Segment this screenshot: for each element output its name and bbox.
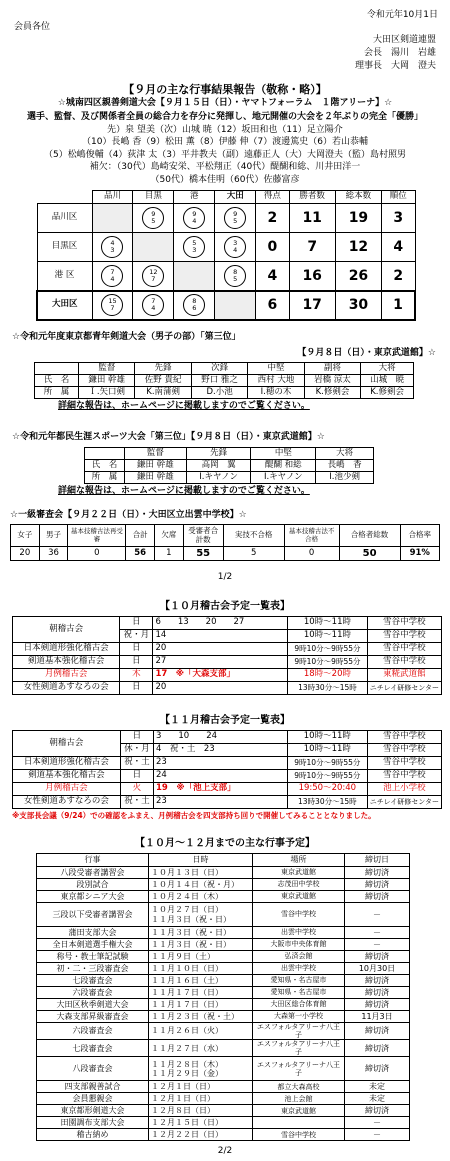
match-score: 12 7: [142, 265, 164, 287]
nov-table: [12, 730, 442, 809]
event-place: 出雲中学校: [253, 963, 345, 975]
event-date: １０月１３日（日）: [149, 867, 253, 879]
total: 12: [335, 233, 381, 262]
event-name: 三段以下受審者講習会: [37, 903, 149, 927]
event-deadline: 締切済: [345, 1023, 410, 1040]
player-name: 醍醐 和総: [251, 460, 316, 472]
exam-value: 36: [39, 547, 68, 561]
event-place: [253, 1117, 345, 1129]
schedule-row: [37, 1129, 410, 1141]
position: 次鋒: [191, 363, 247, 375]
event-place: 雪谷中学校: [253, 903, 345, 927]
exam-value: 0: [68, 547, 126, 561]
roster-line: 補欠：（30代）島崎安栄、平松翔正（40代）醍醐和総、川井田洋一: [89, 162, 361, 172]
oct-table: [12, 616, 442, 695]
chair-name: 会長 湯川 岩雄: [363, 48, 436, 58]
league-header: 目黒: [133, 191, 174, 204]
event-deadline: －: [345, 903, 410, 927]
team-roster: [0, 111, 450, 186]
event-name: 田園調布支部大会: [37, 1117, 149, 1129]
event-date: １１月２６日（火）: [149, 1023, 253, 1040]
event1-title: ☆城南四区親善剣道大会【９月１５日（日）・ヤマトフォーラム １階アリーナ】☆: [57, 98, 393, 108]
event-date: １０月１４日（祝・月）: [149, 879, 253, 891]
sender-block: [355, 34, 436, 73]
event-place: 都立大森高校: [253, 1081, 345, 1093]
rank: 1: [382, 291, 415, 320]
affiliation: K.南蒲剣: [135, 387, 191, 399]
schedule-row: [37, 1040, 410, 1057]
schedule-row: [37, 963, 410, 975]
event-name: 大森支部昇級審査会: [37, 1011, 149, 1023]
schedule-row: [37, 879, 410, 891]
player-name: 野口 雅之: [191, 375, 247, 387]
league-header: 大田: [215, 191, 256, 204]
league-table: [36, 190, 416, 321]
affiliation: I.キヤノン: [186, 472, 251, 484]
report-title: 【９月の主な行事結果報告（敬称・略）】: [123, 83, 327, 96]
event-date: １２月１日（日）: [149, 1093, 253, 1105]
table-row: 日本剣道形強化稽古会 日 20 9時10分～9時55分 雪谷中学校: [13, 643, 442, 656]
player-name: 山城 暁: [361, 375, 414, 387]
schedule-row: [37, 951, 410, 963]
event-date: １１月３日（祝・日）: [149, 939, 253, 951]
match-score: 15 7: [101, 294, 123, 316]
event-deadline: 締切済: [345, 987, 410, 999]
position: 中堅: [248, 363, 304, 375]
event-date: １１月１７日（日）: [149, 987, 253, 999]
schedule-row: [37, 1081, 410, 1093]
affiliation: I.穂の木: [248, 387, 304, 399]
league-row: [37, 204, 415, 233]
event-deadline: 未定: [345, 1093, 410, 1105]
event-deadline: 締切済: [345, 975, 410, 987]
event-date: １１月９日（土）: [149, 951, 253, 963]
affiliation: K.修剣会: [361, 387, 414, 399]
event-name: 称号・教士筆記試験: [37, 951, 149, 963]
schedule-row: [37, 999, 410, 1011]
table-row: 女性剣道あすなろの会 日 20 13時30分～15時 ニチレイ研修センター: [13, 682, 442, 695]
citizen-table: 監督 先鋒 中堅 大将 氏 名 鎌田 幹雄 高岡 翼 醍醐 和総 長嶋 香 所 属 鎌田 幹雄 I.キヤノン I.キヤノン I.池少剣: [84, 447, 374, 484]
league-header: 得点: [256, 191, 289, 204]
player-name: 鎌田 幹雄: [79, 375, 135, 387]
event-date: １２月２２日（日）: [149, 1129, 253, 1141]
total: 30: [335, 291, 381, 320]
schedule-row: [37, 903, 410, 927]
position: 大将: [361, 363, 414, 375]
affiliation: I.池少剣: [316, 472, 374, 484]
exam-value: 55: [183, 547, 223, 561]
youth-date: 【９月８日（日）・東京武道館】☆: [297, 348, 436, 358]
total: 19: [335, 204, 381, 233]
exam-value: 56: [126, 547, 155, 561]
league-row: [37, 233, 415, 262]
event-name: 六段審査会: [37, 1023, 149, 1040]
event-place: 弘済会館: [253, 951, 345, 963]
event-deadline: 未定: [345, 1081, 410, 1093]
position: 大将: [316, 448, 374, 460]
event-date: １２月１５日（日）: [149, 1117, 253, 1129]
position: 先鋒: [186, 448, 251, 460]
roster-line: （50代）橋本佳明（60代）佐藤富彦: [150, 174, 300, 185]
event-date: １１月２３日（祝・土）: [149, 1011, 253, 1023]
event-place: エスフォルタアリーナ八王子: [253, 1057, 345, 1081]
match-score: 3 4: [224, 236, 246, 258]
player-name: 岩橋 涼太: [304, 375, 360, 387]
event-deadline: 締切済: [345, 1040, 410, 1057]
team-name: 目黒区: [37, 233, 92, 262]
event-name: 蒲田支部大会: [37, 927, 149, 939]
roster-line: 先）泉 望美（次）山城 暁（12）坂田和也（11）足立陽介: [107, 124, 343, 135]
rank: 3: [382, 204, 415, 233]
table-row: 月例稽古会 火 19 ※「池上支部」 19:50～20:40 池上小学校: [13, 783, 442, 796]
event-deadline: 締切済: [345, 999, 410, 1011]
exam-value: 20: [11, 547, 40, 561]
position: 監督: [79, 363, 135, 375]
nov-title: 【１１月稽古会予定一覧表】: [160, 715, 290, 726]
event-date: １２月１日（日）: [149, 1081, 253, 1093]
points: 4: [256, 262, 289, 291]
league-header: 品川: [92, 191, 133, 204]
position: 副将: [304, 363, 360, 375]
table-row: 朝稽古会 日 6 13 20 27 10時～11時 雪谷中学校: [13, 617, 442, 630]
table-row: 朝稽古会 日 3 10 24 10時～11時 雪谷中学校: [13, 731, 442, 744]
match-score: 9 5: [224, 207, 246, 229]
event-place: 大阪市中央体育館: [253, 939, 345, 951]
event-place: エスフォルタアリーナ八王子: [253, 1040, 345, 1057]
event-name: 段別試合: [37, 879, 149, 891]
event-place: 大森第一小学校: [253, 1011, 345, 1023]
match-score: 8 6: [183, 294, 205, 316]
affiliation: D.小池: [191, 387, 247, 399]
event-date: １１月２８日（木） １１月２９日（金）: [149, 1057, 253, 1081]
league-header: 勝者数: [289, 191, 335, 204]
notice: ※支部長会議（9/24）での確認をふまえ、月例稽古会を四支部持ち回りで開催してみることとなりました。: [12, 811, 376, 820]
event-place: 出雲中学校: [253, 927, 345, 939]
exam-value: 1: [155, 547, 184, 561]
table-row: 月例稽古会 木 17 ※「大森支部」 18時～20時 東糀武道館: [13, 669, 442, 682]
event-deadline: 締切済: [345, 951, 410, 963]
result-summary: 選手、監督、及び関係者全員の総合力を存分に発揮し、地元開催の大会を２年ぶりの完全「優勝」: [26, 112, 423, 122]
schedule-row: [37, 1117, 410, 1129]
event-deadline: －: [345, 939, 410, 951]
event-place: 志茂田中学校: [253, 879, 345, 891]
roster-line: （5）松嶋俊輔（4）荻津 太（3）平井教夫（副）遠藤正人（大）大岡澄夫（監）島村照男: [43, 149, 407, 160]
event-place: 東京武道館: [253, 1105, 345, 1117]
event-name: 八段受審者講習会: [37, 867, 149, 879]
player-name: 長嶋 香: [316, 460, 374, 472]
exam-value: 50: [339, 547, 400, 561]
schedule-row: [37, 1023, 410, 1040]
affiliation: Ｉ.矢口剣: [79, 387, 135, 399]
citizen-note: 詳細な報告は、ホームページに掲載しますのでご覧ください。: [58, 486, 310, 496]
schedule-row: [37, 975, 410, 987]
exam-value: 5: [223, 547, 284, 561]
event-place: エスフォルタアリーナ八王子: [253, 1023, 345, 1040]
player-name: 佐野 貴紀: [135, 375, 191, 387]
event-date: １２月８日（日）: [149, 1105, 253, 1117]
wins: 16: [289, 262, 335, 291]
event-date: １１月１６日（土）: [149, 975, 253, 987]
director-name: 理事長 大岡 澄夫: [354, 61, 436, 71]
table-row: 剣道基本強化稽古会 日 27 9時10分～9時55分 雪谷中学校: [13, 656, 442, 669]
points: 6: [256, 291, 289, 320]
wins: 11: [289, 204, 335, 233]
event-deadline: －: [345, 1129, 410, 1141]
oct-title: 【１０月稽古会予定一覧表】: [160, 601, 290, 612]
page-number: 1/2: [217, 572, 233, 582]
schedule-row: [37, 927, 410, 939]
match-score: 4 3: [101, 236, 123, 258]
wins: 17: [289, 291, 335, 320]
match-score: 9 4: [183, 207, 205, 229]
event-name: 東京都形剣道大会: [37, 1105, 149, 1117]
team-name: 品川区: [37, 204, 92, 233]
schedule-table: [36, 853, 410, 1141]
team-name: 港 区: [37, 262, 92, 291]
league-header: 順位: [382, 191, 415, 204]
league-row: [37, 262, 415, 291]
match-score: 7 4: [101, 265, 123, 287]
event-name: 全日本剣道選手権大会: [37, 939, 149, 951]
match-score: 7 4: [142, 294, 164, 316]
event-deadline: 締切済: [345, 891, 410, 903]
event-name: 大田区秋季剣道大会: [37, 999, 149, 1011]
schedule-row: [37, 987, 410, 999]
event-name: 八段審査会: [37, 1057, 149, 1081]
event-deadline: 10月30日: [345, 963, 410, 975]
event-name: 東京都シニア大会: [37, 891, 149, 903]
org-name: 大田区剣道連盟: [372, 35, 436, 45]
wins: 7: [289, 233, 335, 262]
event-date: １１月３日（祝・日）: [149, 927, 253, 939]
event-deadline: 締切済: [345, 879, 410, 891]
table-row: 女性剣道あすなろの会 祝・土 23 13時30分～15時 ニチレイ研修センター: [13, 796, 442, 809]
exam-title: ☆一級審査会【９月２２日（日）・大田区立出雲中学校】☆: [10, 510, 247, 520]
schedule-row: [37, 939, 410, 951]
citizen-title: ☆令和元年都民生涯スポーツ大会「第三位」【９月８日（日）・東京武道館】☆: [12, 432, 325, 442]
exam-value: 91%: [400, 547, 439, 561]
event-place: 東京武道館: [253, 867, 345, 879]
total: 26: [335, 262, 381, 291]
event-deadline: 締切済: [345, 1105, 410, 1117]
event-place: 東京武道館: [253, 891, 345, 903]
exam-value: 0: [284, 547, 339, 561]
event-place: 雪谷中学校: [253, 1129, 345, 1141]
date: 令和元年10月1日: [366, 10, 438, 20]
player-name: 高岡 翼: [186, 460, 251, 472]
affiliation: I.キヤノン: [251, 472, 316, 484]
position: 中堅: [251, 448, 316, 460]
match-score: 9 5: [142, 207, 164, 229]
event-name: 六段審査会: [37, 987, 149, 999]
event-name: 七段審査会: [37, 975, 149, 987]
match-score: 5 3: [183, 236, 205, 258]
points: 2: [256, 204, 289, 233]
event-name: 会員懇親会: [37, 1093, 149, 1105]
schedule-header: 行事 日時 場所 締切日: [37, 854, 410, 867]
team-name: 大田区: [37, 291, 92, 320]
event-date: １１月１７日（日）: [149, 999, 253, 1011]
position: 先鋒: [135, 363, 191, 375]
event-date: １１月１０日（日）: [149, 963, 253, 975]
player-name: 西村 大地: [248, 375, 304, 387]
league-header: 総本数: [335, 191, 381, 204]
event-date: １０月２７日（日） １１月３日（祝・日）: [149, 903, 253, 927]
schedule-title: 【１０月～１２月までの主な行事予定】: [135, 838, 315, 849]
schedule-row: [37, 891, 410, 903]
youth-title: ☆令和元年度東京都青年剣道大会（男子の部）「第三位」: [12, 332, 241, 342]
points: 0: [256, 233, 289, 262]
event-place: 池上会館: [253, 1093, 345, 1105]
position: 監督: [125, 448, 187, 460]
youth-table: 監督 先鋒 次鋒 中堅 副将 大将 氏 名 鎌田 幹雄 佐野 貴紀 野口 雅之 西村 大地 岩橋 涼太 山城 暁 所 属 Ｉ.矢口剣 K.南蒲剣 D.小池 I.穂の木 K.修剣会 K.修剣会: [34, 362, 414, 399]
recipient: 会員各位: [14, 22, 51, 32]
league-header: 港: [174, 191, 215, 204]
table-row: 祝・月 14 10時～11時 雪谷中学校: [13, 630, 442, 643]
table-row: 日本剣道形強化稽古会 祝・土 23 9時10分～9時55分 雪谷中学校: [13, 757, 442, 770]
event-deadline: 11月3日: [345, 1011, 410, 1023]
table-row: 剣道基本強化稽古会 日 24 9時10分～9時55分 雪谷中学校: [13, 770, 442, 783]
schedule-row: [37, 1093, 410, 1105]
roster-line: （10）長嶋 香（9）松田 薫（8）伊藤 伸（7）渡邊篤史（6）若山恭輔: [82, 137, 368, 147]
event-date: １１月２７日（水）: [149, 1040, 253, 1057]
rank: 4: [382, 233, 415, 262]
exam-table: 女子 男子 基本技稽古法再受審 合計 欠席 受審者合計数 実技不合格 基本技稽古法不合格 合格者総数 合格率 20 36 0 56 1 55 5 0 50 91%: [10, 524, 440, 561]
schedule-row: [37, 867, 410, 879]
affiliation: 鎌田 幹雄: [125, 472, 187, 484]
event-place: 愛知県・名古屋市: [253, 975, 345, 987]
schedule-row: [37, 1011, 410, 1023]
page-number: 2/2: [217, 1146, 233, 1156]
table-row: 休・月 4 祝・土 23 10時～11時 雪谷中学校: [13, 744, 442, 757]
event-date: １０月２４日（木）: [149, 891, 253, 903]
player-name: 鎌田 幹雄: [125, 460, 187, 472]
event-place: 愛知県・名古屋市: [253, 987, 345, 999]
event-deadline: 締切済: [345, 867, 410, 879]
event-place: 大田区総合体育館: [253, 999, 345, 1011]
event-name: 初・二・三段審査会: [37, 963, 149, 975]
match-score: 8 5: [224, 265, 246, 287]
event-deadline: 締切済: [345, 1057, 410, 1081]
event-name: 四支部親善試合: [37, 1081, 149, 1093]
event-name: 稽古納め: [37, 1129, 149, 1141]
event-deadline: －: [345, 1117, 410, 1129]
youth-note: 詳細な報告は、ホームページに掲載しますのでご覧ください。: [58, 401, 310, 411]
event-deadline: －: [345, 927, 410, 939]
schedule-row: [37, 1105, 410, 1117]
league-row-ota: [37, 291, 415, 320]
event-name: 七段審査会: [37, 1040, 149, 1057]
schedule-row: [37, 1057, 410, 1081]
rank: 2: [382, 262, 415, 291]
affiliation: K.修剣会: [304, 387, 360, 399]
